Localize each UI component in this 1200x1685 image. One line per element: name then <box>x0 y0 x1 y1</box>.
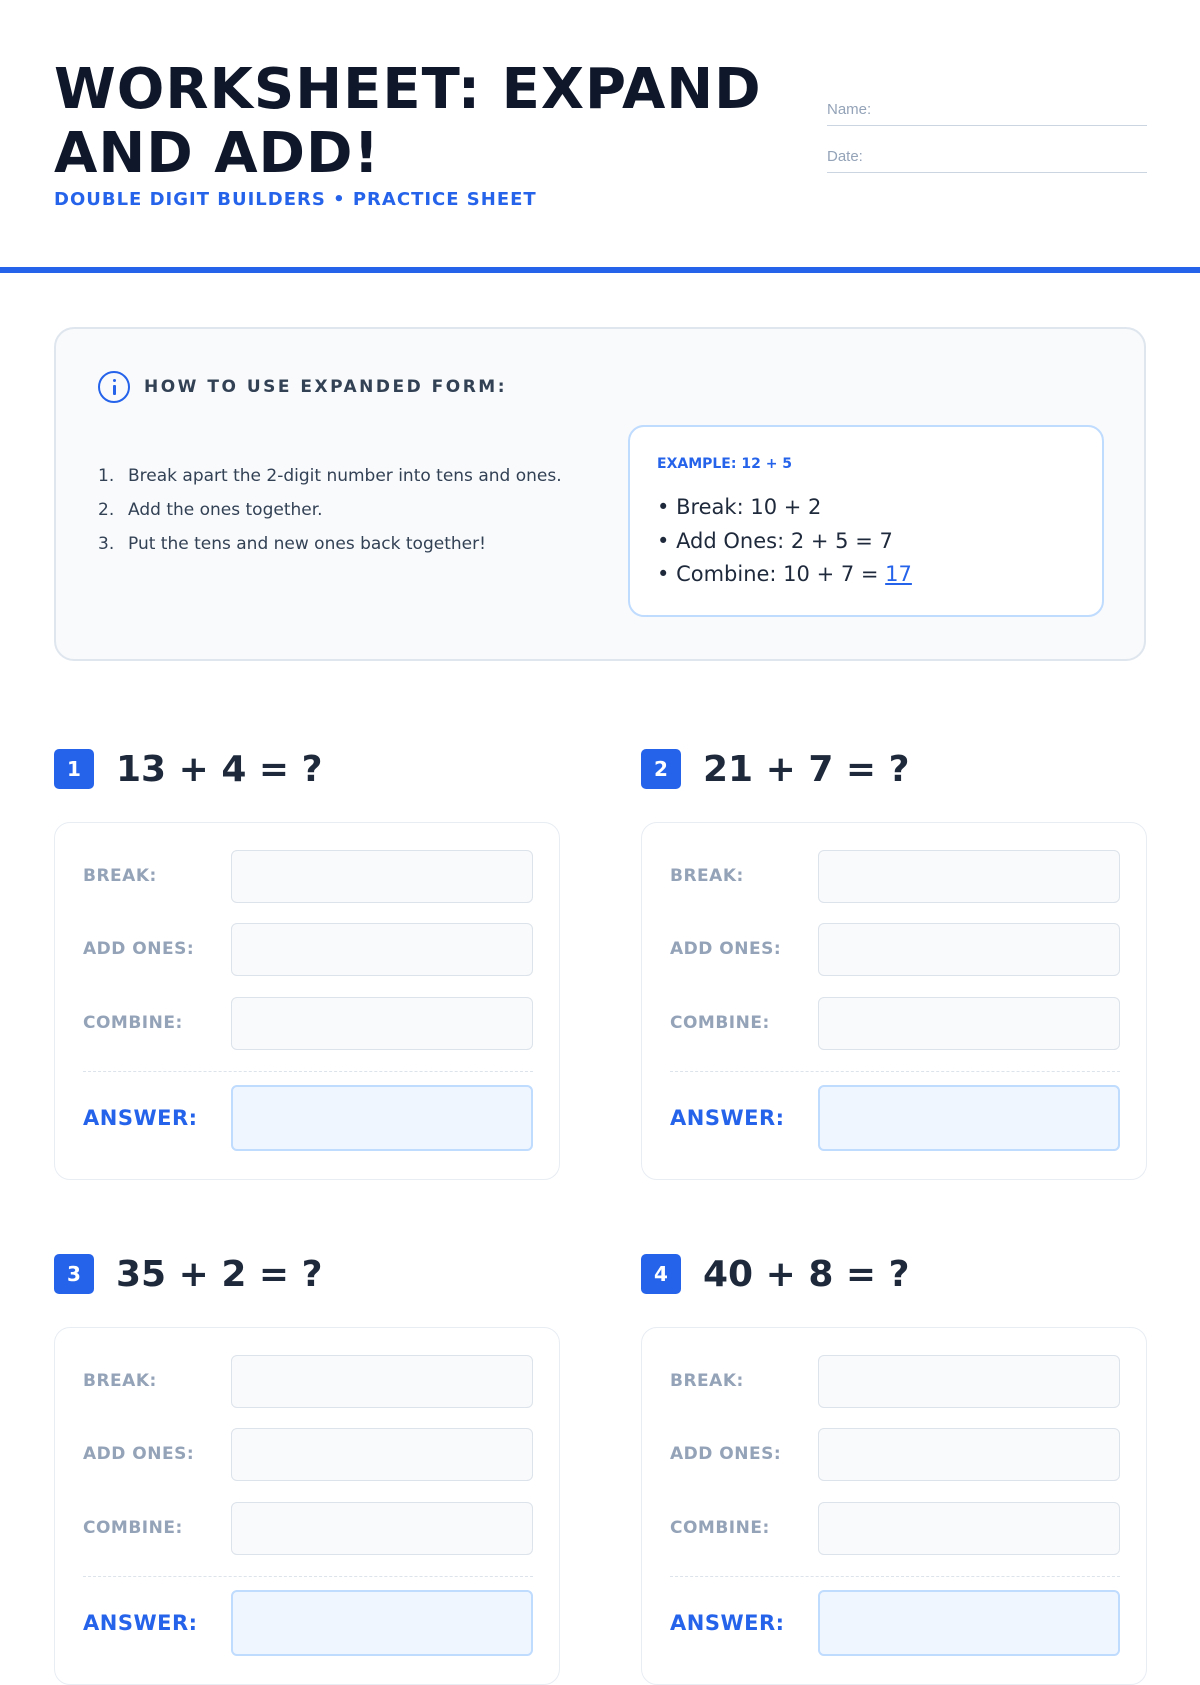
break-label: BREAK: <box>83 866 157 886</box>
break-input[interactable] <box>231 1355 533 1408</box>
add-ones-label: ADD ONES: <box>83 1444 195 1464</box>
combine-label: COMBINE: <box>670 1013 770 1033</box>
answer-input[interactable] <box>231 1085 533 1151</box>
work-card <box>54 1327 560 1685</box>
problem-number-badge: 1 <box>54 749 94 789</box>
add-ones-label: ADD ONES: <box>670 939 782 959</box>
name-field[interactable] <box>827 96 1147 126</box>
instructions-title: HOW TO USE EXPANDED FORM: <box>144 377 508 397</box>
answer-row <box>83 1085 533 1151</box>
example-box <box>628 425 1104 617</box>
add-ones-input[interactable] <box>231 923 533 976</box>
page-subtitle: DOUBLE DIGIT BUILDERS • PRACTICE SHEET <box>54 189 537 210</box>
problem-equation: 35 + 2 = ? <box>116 1253 323 1295</box>
combine-input[interactable] <box>818 997 1120 1050</box>
header-divider <box>0 267 1200 273</box>
problem-number-badge: 4 <box>641 1254 681 1294</box>
combine-label: COMBINE: <box>83 1013 183 1033</box>
work-card <box>54 822 560 1180</box>
example-break: • Break: 10 + 2 <box>657 491 912 525</box>
combine-input[interactable] <box>818 1502 1120 1555</box>
example-lines <box>657 491 912 592</box>
problem-number-badge: 3 <box>54 1254 94 1294</box>
break-row <box>670 1355 1120 1408</box>
example-label: EXAMPLE: 12 + 5 <box>657 456 793 472</box>
answer-label: ANSWER: <box>83 1611 198 1635</box>
problem-number-badge: 2 <box>641 749 681 789</box>
combine-row <box>670 997 1120 1050</box>
break-row <box>83 850 533 903</box>
answer-input[interactable] <box>818 1590 1120 1656</box>
worksheet-header <box>0 0 1200 268</box>
add-ones-row <box>83 1428 533 1481</box>
combine-row <box>670 1502 1120 1555</box>
dashed-divider <box>83 1071 533 1072</box>
problem-equation: 13 + 4 = ? <box>116 748 323 790</box>
answer-row <box>83 1590 533 1656</box>
step-item <box>98 463 568 489</box>
break-input[interactable] <box>818 1355 1120 1408</box>
example-answer: 17 <box>885 562 912 586</box>
break-label: BREAK: <box>83 1371 157 1391</box>
step-number: 3. <box>98 534 115 554</box>
instructions-panel <box>54 327 1146 661</box>
step-item <box>98 531 568 557</box>
page-title: WORKSHEET: EXPAND AND ADD! <box>54 57 762 186</box>
step-item <box>98 497 568 523</box>
step-text: Break apart the 2-digit number into tens and ones. <box>128 466 562 486</box>
dashed-divider <box>670 1071 1120 1072</box>
add-ones-row <box>83 923 533 976</box>
example-add-ones: • Add Ones: 2 + 5 = 7 <box>657 525 912 559</box>
combine-input[interactable] <box>231 1502 533 1555</box>
work-card <box>641 822 1147 1180</box>
combine-label: COMBINE: <box>670 1518 770 1538</box>
answer-row <box>670 1085 1120 1151</box>
answer-label: ANSWER: <box>670 1106 785 1130</box>
dashed-divider <box>83 1576 533 1577</box>
add-ones-row <box>670 923 1120 976</box>
add-ones-label: ADD ONES: <box>670 1444 782 1464</box>
break-label: BREAK: <box>670 866 744 886</box>
name-label: Name: <box>827 101 872 118</box>
answer-row <box>670 1590 1120 1656</box>
combine-row <box>83 1502 533 1555</box>
problem-equation: 40 + 8 = ? <box>703 1253 910 1295</box>
problem-heading <box>54 749 323 789</box>
answer-label: ANSWER: <box>670 1611 785 1635</box>
info-icon <box>98 371 130 403</box>
problem-heading <box>641 749 910 789</box>
break-row <box>670 850 1120 903</box>
step-text: Add the ones together. <box>128 500 323 520</box>
instructions-steps <box>98 463 568 565</box>
add-ones-input[interactable] <box>231 1428 533 1481</box>
answer-label: ANSWER: <box>83 1106 198 1130</box>
break-input[interactable] <box>818 850 1120 903</box>
add-ones-input[interactable] <box>818 1428 1120 1481</box>
dashed-divider <box>670 1576 1120 1577</box>
break-label: BREAK: <box>670 1371 744 1391</box>
date-label: Date: <box>827 148 863 165</box>
answer-input[interactable] <box>818 1085 1120 1151</box>
combine-label: COMBINE: <box>83 1518 183 1538</box>
combine-input[interactable] <box>231 997 533 1050</box>
combine-row <box>83 997 533 1050</box>
add-ones-label: ADD ONES: <box>83 939 195 959</box>
instructions-heading <box>98 371 507 403</box>
add-ones-row <box>670 1428 1120 1481</box>
problem-heading <box>54 1254 323 1294</box>
add-ones-input[interactable] <box>818 923 1120 976</box>
example-combine-text: Combine: 10 + 7 = <box>676 562 886 586</box>
step-number: 2. <box>98 500 115 520</box>
answer-input[interactable] <box>231 1590 533 1656</box>
date-field[interactable] <box>827 143 1147 173</box>
example-combine <box>657 558 912 592</box>
step-text: Put the tens and new ones back together! <box>128 534 486 554</box>
work-card <box>641 1327 1147 1685</box>
step-number: 1. <box>98 466 115 486</box>
problem-equation: 21 + 7 = ? <box>703 748 910 790</box>
break-row <box>83 1355 533 1408</box>
problem-heading <box>641 1254 910 1294</box>
break-input[interactable] <box>231 850 533 903</box>
